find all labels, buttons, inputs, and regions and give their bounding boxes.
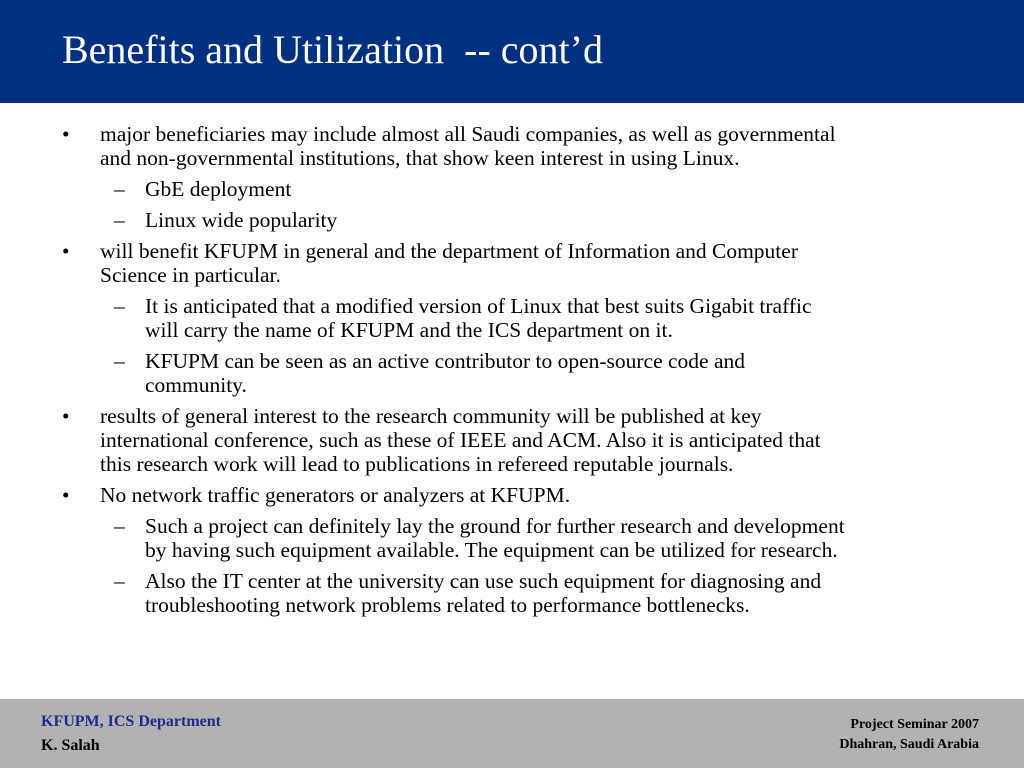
sub-bullet-marker: –: [114, 569, 125, 593]
sub-bullet-text: GbE deployment: [145, 177, 292, 201]
bullet-marker: •: [62, 122, 70, 146]
bullet-marker: •: [62, 483, 70, 507]
slide-footer: [0, 699, 1024, 768]
sub-bullet-text: KFUPM can be seen as an active contributor to open-source code and community.: [145, 349, 746, 397]
bullet-text: major beneficiaries may include almost all Saudi companies, as well as governmental and non-governmental institutions, that show keen interest in using Linux.: [100, 122, 836, 170]
sub-bullet-item: [0, 294, 1024, 342]
footer-department: KFUPM, ICS Department: [41, 713, 221, 730]
footer-author: K. Salah: [41, 737, 100, 754]
sub-bullet-marker: –: [114, 177, 125, 201]
footer-location: Dhahran, Saudi Arabia: [839, 737, 979, 752]
bullet-item: [0, 239, 1024, 287]
sub-bullet-text: It is anticipated that a modified version of Linux that best suits Gigabit traffic will carry the name of KFUPM and the ICS department on it.: [145, 294, 812, 342]
sub-bullet-text: Also the IT center at the university can use such equipment for diagnosing and troubleshooting network problems related to performance bottlenecks.: [145, 569, 822, 617]
sub-bullet-marker: –: [114, 208, 125, 232]
bullet-item: [0, 483, 1024, 507]
sub-bullet-item: [0, 208, 1024, 232]
sub-bullet-marker: –: [114, 294, 125, 318]
slide-header: [0, 0, 1024, 103]
sub-bullet-text: Such a project can definitely lay the ground for further research and development by having such equipment available. The equipment can be utilized for research.: [145, 514, 845, 562]
footer-event: Project Seminar 2007: [850, 717, 979, 732]
bullet-marker: •: [62, 404, 70, 428]
bullet-text: No network traffic generators or analyzers at KFUPM.: [100, 483, 571, 507]
sub-bullet-marker: –: [114, 349, 125, 373]
sub-bullet-item: [0, 349, 1024, 397]
sub-bullet-text: Linux wide popularity: [145, 208, 338, 232]
bullet-item: [0, 404, 1024, 476]
bullet-item: [0, 122, 1024, 170]
bullet-marker: •: [62, 239, 70, 263]
sub-bullet-item: [0, 177, 1024, 201]
sub-bullet-marker: –: [114, 514, 125, 538]
bullet-text: will benefit KFUPM in general and the department of Information and Computer Science in particular.: [100, 239, 798, 287]
slide-title: Benefits and Utilization -- cont’d: [62, 27, 603, 72]
sub-bullet-item: [0, 569, 1024, 617]
bullet-text: results of general interest to the research community will be published at key international conference, such as these of IEEE and ACM. Also it is anticipated that this research work will lead to publications in refereed reputable journals.: [100, 404, 821, 476]
sub-bullet-item: [0, 514, 1024, 562]
slide-body: [0, 122, 1024, 624]
